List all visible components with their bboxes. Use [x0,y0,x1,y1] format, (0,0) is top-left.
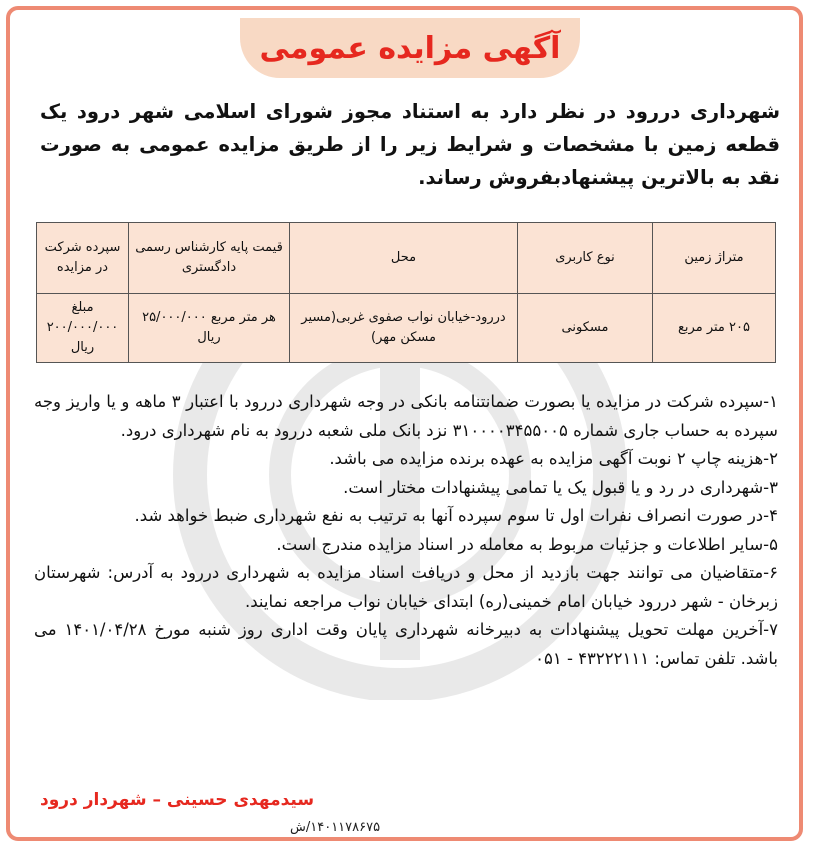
table-header: متراژ زمین [653,223,776,294]
table-cell: دررود-خیابان نواب صفوی غربی(مسیر مسکن مهر) [290,294,518,363]
ad-title: آگهی مزایده عمومی [259,30,561,66]
term-item: ۴-در صورت انصراف نفرات اول تا سوم سپرده آنها به ترتیب به نفع شهرداری ضبط خواهد شد. [134,506,778,525]
table-header: قیمت پایه کارشناس رسمی دادگستری [129,223,290,294]
table-row [37,294,776,363]
term-item: ۱-سپرده شرکت در مزایده یا بصورت ضمانتنامه بانکی در وجه شهرداری دررود با اعتبار ۳ ماهه و یا واریز وجه سپرده به حساب جاری شماره ۳۱۰۰۰۰۳۴۵۵۰۰۵ نزد بانک ملی شعبه دررود به نام شهرداری درود. [34,392,778,440]
table-cell: ۲۰۵ متر مربع [653,294,776,363]
ad-code: ۱۴۰۱۱۷۸۶۷۵/ش [290,820,381,835]
table-header: محل [290,223,518,294]
term-item: ۷-آخرین مهلت تحویل پیشنهادات به دبیرخانه شهرداری پایان وقت اداری روز شنبه مورخ ۱۴۰۱/۰۴/۲۸ می باشد. تلفن تماس: ۴۳۲۲۲۱۱۱ - ۰۵۱ [34,620,779,668]
term-item: ۶-متقاضیان می توانند جهت بازدید از محل و دریافت اسناد مزایده به شهرداری دررود به آدرس: شهرستان زبرخان - شهر دررود خیابان امام خمینی(ره) ابتدای خیابان نواب مراجعه نمایند. [34,563,778,611]
table-header-row [37,223,776,294]
term-item: ۵-سایر اطلاعات و جزئیات مربوط به معامله در اسناد مزایده مندرج است. [276,534,778,554]
land-info-table [36,222,776,363]
term-item: ۲-هزینه چاپ ۲ نوبت آگهی مزایده به عهده برنده مزایده می باشد. [329,449,778,468]
title-banner [240,18,580,78]
terms-list [34,388,778,673]
table-cell: مبلغ ۲۰۰/۰۰۰/۰۰۰ ریال [37,294,129,363]
table-header: نوع کاربری [518,223,653,294]
intro-paragraph: شهرداری دررود در نظر دارد به استناد مجوز شورای اسلامی شهر درود یک قطعه زمین با مشخصات و شرایط زیر را از طریق مزایده عمومی به صورت نقد به بالاترین پیشنهادبفروش رساند. [40,100,780,189]
table-header: سپرده شرکت در مزایده [37,223,129,294]
table-cell: هر متر مربع ۲۵/۰۰۰/۰۰۰ ریال [129,294,290,363]
term-item: ۳-شهرداری در رد و یا قبول یک یا تمامی پیشنهادات مختار است. [343,477,778,497]
signature: سیدمهدی حسینی – شهردار درود [40,790,315,810]
table-cell: مسکونی [518,294,653,363]
